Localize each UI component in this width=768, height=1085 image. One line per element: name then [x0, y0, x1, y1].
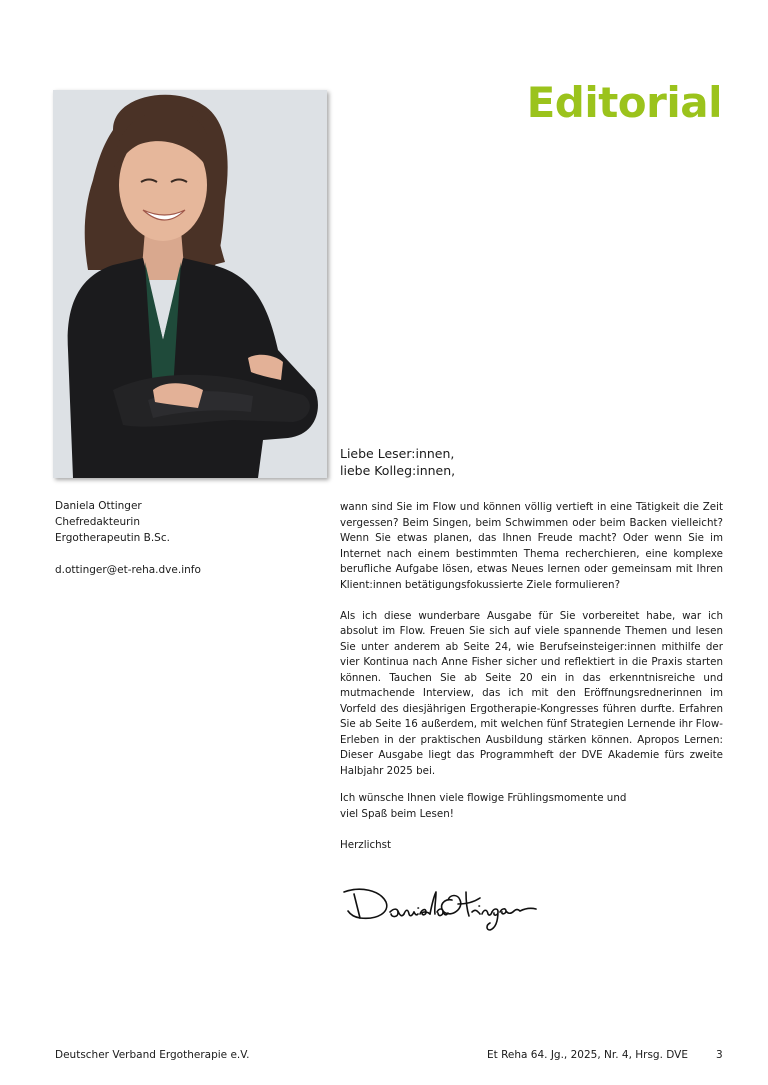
closing	[340, 791, 626, 822]
signature	[340, 878, 540, 938]
author-degree: Ergotherapeutin B.Sc.	[55, 532, 170, 544]
footer-issue-info: Et Reha 64. Jg., 2025, Nr. 4, Hrsg. DVE	[487, 1049, 688, 1061]
author-email: d.ottinger@et-reha.dve.info	[55, 564, 201, 576]
author-name: Daniela Ottinger	[55, 500, 142, 512]
greeting	[340, 445, 455, 479]
greeting-line-1: Liebe Leser:innen,	[340, 446, 455, 461]
page-title: Editorial	[526, 78, 722, 127]
author-role: Chefredakteurin	[55, 516, 140, 528]
greeting-line-2: liebe Kolleg:innen,	[340, 463, 456, 478]
paragraph: Als ich diese wunderbare Ausgabe für Sie vorbereitet habe, war ich absolut im Flow. Freuen Sie sich auf viele spannende Themen und lesen Sie unter anderem ab Seite 24, wie Berufseinsteiger:innen mithilfe der vier Kontinua nach Anne Fisher sicher und reflektiert in die Praxis starten können. Tauchen Sie ab Seite 20 ein in das erkenntnisreiche und mutmachende Interview, das ich mit den Eröffnungsrednerinnen im Vorfeld des diesjährigen Ergotherapie-Kongresses führen durfte. Erfahren Sie ab Seite 16 außerdem, mit welchen fünf Strategien Lernende ihr Flow-Erleben in der praktischen Ausbildung stärken können. Apropos Lernen: Dieser Ausgabe liegt das Programmheft der DVE Akademie fürs zweite Halbjahr 2025 bei.	[340, 609, 723, 777]
footer-publisher: Deutscher Verband Ergotherapie e.V.	[55, 1049, 250, 1061]
paragraph: wann sind Sie im Flow und können völlig vertieft in eine Tätigkeit die Zeit vergessen? Beim Singen, beim Schwimmen oder beim Backen vielleicht? Wenn Sie etwas planen, das Ihnen Freude macht? Oder wenn Sie im Internet nach einem bestimmten Thema recherchieren, eine komplexe berufliche Aufgabe lösen, etwas Neues lernen oder gemeinsam mit Ihren Klient:innen betätigungsfokussierte Ziele formulieren?	[340, 501, 723, 591]
author-photo	[53, 90, 327, 478]
page-number: 3	[716, 1049, 723, 1061]
regards: Herzlichst	[340, 839, 392, 851]
editorial-body	[340, 500, 723, 795]
closing-line-1: Ich wünsche Ihnen viele flowige Frühlingsmomente und	[340, 792, 627, 804]
closing-line-2: viel Spaß beim Lesen!	[340, 807, 454, 820]
author-info	[55, 498, 201, 578]
